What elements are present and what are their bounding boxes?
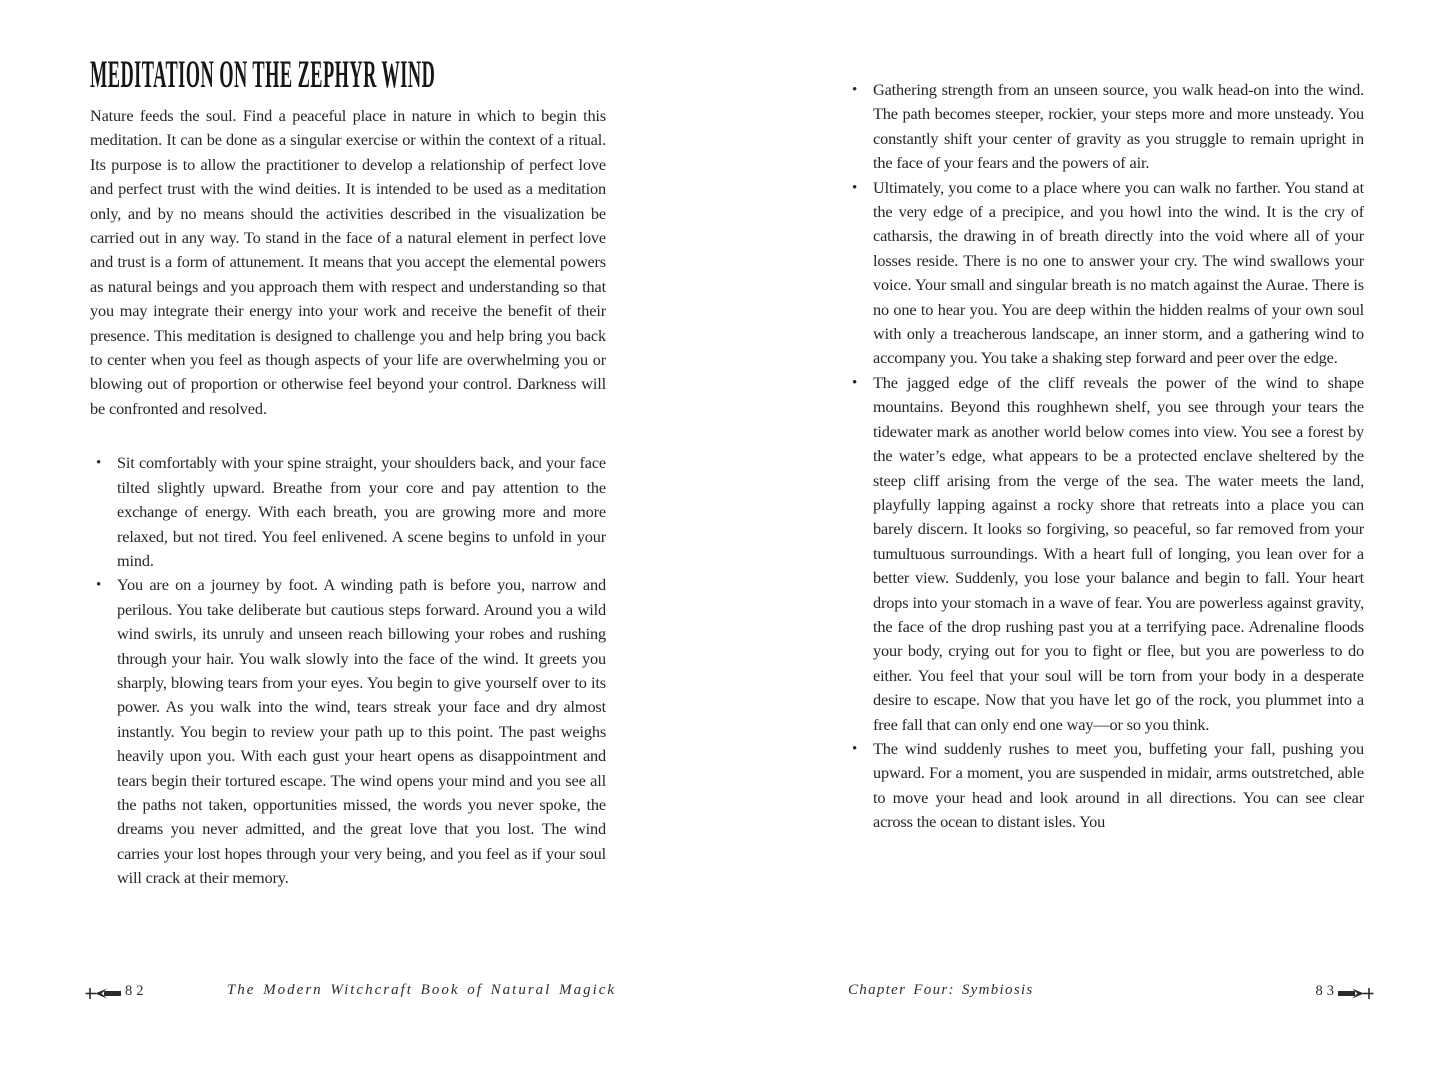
left-page-footer <box>85 982 628 1008</box>
section-title <box>90 53 606 96</box>
meditation-steps-list <box>90 451 606 890</box>
page-number: 83 <box>1315 983 1338 999</box>
page-number: 82 <box>125 983 148 999</box>
intro-paragraph: Nature feeds the soul. Find a peaceful place in nature in which to begin this meditation. It can be done as a singular exercise or within the context of a ritual. Its purpose is to allow the practitioner to develop a relationship of perfect love and perfect trust with the wind deities. It is intended to be used as a meditation only, and by no means should the activities described in the visualization be carried out in any way. To stand in the face of a natural element in perfect love and trust is a form of attunement. It means that you accept the elemental powers as natural beings and you approach them with respect and understanding so that you may integrate their energy into your work and receive the benefit of their presence. This meditation is designed to challenge you and help bring you back to center when you feel as though aspects of your life are overwhelming you or blowing out of proportion or otherwise feel beyond your control. Darkness will be confronted and resolved. <box>90 106 606 418</box>
list-item: • You are on a journey by foot. A winding path is before you, narrow and perilous. You take deliberate but cautious steps forward. Around you a wild wind swirls, its unruly and unseen reach billowing your robes and rushing through your hair. You walk slowly into the face of the wind. It greets you sharply, blowing tears from your eyes. You begin to give yourself over to its power. As you walk into the wind, tears streak your face and dry almost instantly. You begin to review your path up to this point. The past weighs heavily upon you. With each gust your heart opens as disappointment and tears begin their tortured escape. The wind opens your mind and you see all the paths not taken, opportunities missed, the words you never spoke, the dreams you never admitted, and the great love that you lost. The wind carries your lost hopes through your very being, and you feel as if your soul will crack at their memory. <box>117 573 606 890</box>
list-item: • Gathering strength from an unseen source, you walk head-on into the wind. The path becomes steeper, rockier, your steps more and more unsteady. You constantly shift your center of gravity as you struggle to remain upright in the face of your fears and the powers of air. <box>873 78 1364 176</box>
arrow-ornament-icon <box>1338 987 1374 1000</box>
arrow-ornament-icon <box>85 987 121 1000</box>
list-item: • The wind suddenly rushes to meet you, buffeting your fall, pushing you upward. For a moment, you are suspended in midair, arms outstretched, able to move your head and look around in all directions. You can see clear across the ocean to distant isles. You <box>873 737 1364 835</box>
meditation-steps-list-continued <box>846 78 1364 835</box>
list-item: • Sit comfortably with your spine straight, your shoulders back, and your face tilted slightly upward. Breathe from your core and pay attention to the exchange of energy. With each breath, you are growing more and more relaxed, but not tired. You feel enlivened. A scene begins to unfold in your mind. <box>117 451 606 573</box>
right-page-footer <box>846 982 1376 1008</box>
left-page <box>90 53 606 891</box>
running-book-title: The Modern Witchcraft Book of Natural Magick <box>226 982 617 998</box>
list-item: • The jagged edge of the cliff reveals the power of the wind to shape mountains. Beyond this roughhewn shelf, you see through your tears the tidewater mark as another world below comes into view. You see a forest by the water’s edge, what appears to be a protected enclave sheltered by the steep cliff arising from the verge of the sea. The water meets the land, playfully lapping against a rocky shore that retreats into a place you can barely discern. It looks so forgiving, so peaceful, so far removed from your tumultuous surroundings. With a heart full of longing, you lean over for a better view. Suddenly, you lose your balance and begin to fall. Your heart drops into your stomach in a wave of fear. You are powerless against gravity, the face of the drop rushing past you at a terrifying pace. Adrenaline floods your body, crying out for you to fight or flee, but you are powerless to do either. You feel that your soul will be torn from your body in a desperate desire to escape. Now that you have let go of the rock, you plummet into a free fall that can only end one way—or so you think. <box>873 371 1364 737</box>
right-page <box>846 78 1364 835</box>
chapter-title: Chapter Four: Symbiosis <box>848 982 1034 998</box>
section-title-text: MEDITATION ON THE ZEPHYR WIND <box>90 53 436 96</box>
list-item: • Ultimately, you come to a place where you can walk no farther. You stand at the very edge of a precipice, and you howl into the wind. It is the cry of catharsis, the drawing in of breath directly into the void where all of your losses reside. There is no one to answer your cry. The wind swallows your voice. Your small and singular breath is no match against the Aurae. There is no one to hear you. You are deep within the hidden realms of your own soul with only a treacherous landscape, an inner storm, and a gathering wind to accompany you. You take a shaking step forward and peer over the edge. <box>873 176 1364 371</box>
